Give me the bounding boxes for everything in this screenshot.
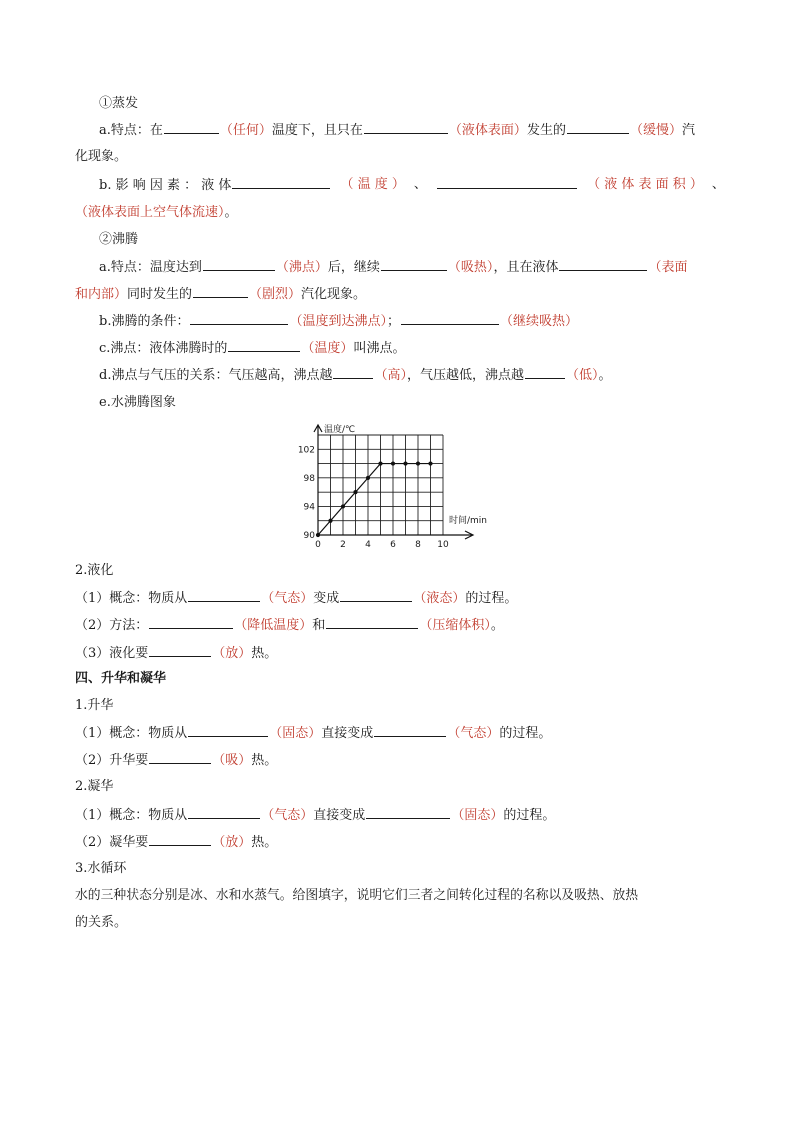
data-point bbox=[378, 461, 382, 465]
y-tick-label: 94 bbox=[303, 502, 315, 513]
answer-blank[interactable] bbox=[188, 723, 268, 737]
dep-answer-gas: （气态） bbox=[261, 808, 314, 823]
boiling-title bbox=[75, 230, 749, 250]
liq-p2-prefix: （2）方法： bbox=[75, 618, 149, 633]
evap-answer-surface: （液体表面） bbox=[448, 123, 527, 138]
evap-a-mid1: 温度下，且只在 bbox=[271, 123, 363, 138]
boil-b-prefix: b.沸腾的条件： bbox=[99, 314, 190, 329]
answer-blank[interactable] bbox=[525, 365, 565, 379]
liq-p2-end: 。 bbox=[490, 618, 504, 633]
y-tick-label: 90 bbox=[303, 531, 315, 541]
x-tick-label: 6 bbox=[390, 540, 396, 550]
x-tick-label: 0 bbox=[315, 540, 321, 550]
answer-blank[interactable] bbox=[559, 257, 647, 271]
data-point bbox=[328, 519, 332, 523]
x-tick-label: 10 bbox=[437, 540, 449, 550]
dep-title-text: 2.凝华 bbox=[75, 779, 114, 794]
evaporation-factors-line bbox=[75, 175, 725, 195]
evaporation-factors-continued bbox=[75, 203, 725, 223]
liq-p2-mid: 和 bbox=[312, 618, 326, 633]
answer-blank[interactable] bbox=[567, 120, 629, 134]
sub-answer-gas: （气态） bbox=[447, 726, 500, 741]
x-tick-label: 8 bbox=[415, 540, 421, 550]
evaporation-feature-line bbox=[75, 120, 749, 140]
water-cycle-text-line2 bbox=[75, 913, 725, 933]
boiling-graph-caption bbox=[75, 393, 749, 413]
answer-blank[interactable] bbox=[228, 338, 300, 352]
boil-c-end: 叫沸点。 bbox=[353, 341, 406, 356]
water-title-text: 3.水循环 bbox=[75, 861, 127, 876]
answer-blank[interactable] bbox=[340, 588, 412, 602]
evap-b-sep2: 、 bbox=[711, 177, 725, 192]
evap-a-cont: 化现象。 bbox=[75, 149, 128, 164]
liq-answer-gas: （气态） bbox=[261, 591, 314, 606]
answer-blank[interactable] bbox=[366, 805, 450, 819]
evaporation-title-text: ①蒸发 bbox=[99, 96, 139, 111]
liquefaction-method-line bbox=[75, 615, 725, 635]
liq-title-text: 2.液化 bbox=[75, 563, 114, 578]
evap-b-prefix: b. 影 响 因 素 ： 液 体 bbox=[99, 178, 232, 193]
data-point bbox=[391, 461, 395, 465]
evaporation-title bbox=[75, 94, 749, 114]
sub-p1-mid: 直接变成 bbox=[321, 726, 374, 741]
answer-blank[interactable] bbox=[149, 615, 233, 629]
deposition-title bbox=[75, 777, 725, 797]
answer-blank[interactable] bbox=[401, 311, 499, 325]
sublimation-concept-line bbox=[75, 723, 725, 743]
liq-answer-liquid: （液态） bbox=[413, 591, 466, 606]
answer-blank[interactable] bbox=[381, 257, 447, 271]
chart-grid bbox=[318, 435, 443, 535]
water-text2: 的关系。 bbox=[75, 915, 128, 930]
answer-blank[interactable] bbox=[203, 257, 275, 271]
sec4-title-text: 四、升华和凝华 bbox=[75, 671, 167, 686]
boiling-title-text: ②沸腾 bbox=[99, 232, 139, 247]
evap-b-sep: 、 bbox=[413, 177, 427, 192]
boil-a-prefix: a.特点：温度达到 bbox=[99, 260, 202, 275]
answer-blank[interactable] bbox=[232, 175, 330, 189]
liq-answer-release: （放） bbox=[212, 646, 252, 661]
liq-p1-end: 的过程。 bbox=[465, 591, 518, 606]
water-cycle-text-line1 bbox=[75, 886, 725, 906]
answer-blank[interactable] bbox=[326, 615, 418, 629]
evap-a-mid2: 发生的 bbox=[526, 123, 566, 138]
answer-blank[interactable] bbox=[374, 723, 446, 737]
boiling-feature-continued bbox=[75, 284, 725, 304]
boil-d-prefix: d.沸点与气压的关系：气压越高，沸点越 bbox=[99, 368, 333, 383]
y-tick-label: 102 bbox=[297, 445, 315, 456]
water-cycle-title bbox=[75, 859, 725, 879]
data-point bbox=[316, 533, 320, 537]
evap-answer-any: （任何） bbox=[219, 123, 272, 138]
x-tick-label: 2 bbox=[340, 540, 346, 550]
sub-answer-solid: （固态） bbox=[269, 726, 322, 741]
liquefaction-heat-line bbox=[75, 643, 725, 663]
answer-blank[interactable] bbox=[364, 120, 448, 134]
liquefaction-concept-line bbox=[75, 588, 725, 608]
liq-p1-prefix: （1）概念：物质从 bbox=[75, 591, 188, 606]
evap-a-tail: 汽 bbox=[681, 123, 695, 138]
boil-a-mid2: ，且在液体 bbox=[493, 260, 559, 275]
boil-answer-high: （高） bbox=[374, 368, 407, 383]
deposition-heat-line bbox=[75, 832, 725, 852]
boil-d-mid: ，气压越低，沸点越 bbox=[406, 368, 524, 383]
boiling-pressure-line bbox=[75, 365, 749, 385]
answer-blank[interactable] bbox=[437, 175, 577, 189]
chart-x-axis-label: 时间/min bbox=[449, 516, 488, 526]
answer-blank[interactable] bbox=[188, 805, 260, 819]
data-point bbox=[366, 476, 370, 480]
answer-blank[interactable] bbox=[149, 643, 211, 657]
boil-answer-inside: 和内部） bbox=[75, 287, 128, 302]
dep-p2-prefix: （2）凝华要 bbox=[75, 835, 149, 850]
section-four-heading bbox=[75, 669, 725, 689]
sub-p2-end: 热。 bbox=[251, 753, 278, 768]
boiling-conditions-line bbox=[75, 311, 749, 331]
boil-a-mid1: 后，继续 bbox=[327, 260, 380, 275]
dep-p1-prefix: （1）概念：物质从 bbox=[75, 808, 188, 823]
boil-answer-reach-bp: （温度到达沸点） bbox=[289, 314, 387, 329]
answer-blank[interactable] bbox=[333, 365, 373, 379]
boil-c-prefix: c.沸点：液体沸腾时的 bbox=[99, 341, 228, 356]
data-point bbox=[353, 490, 357, 494]
evap-answer-slow: （缓慢） bbox=[629, 123, 682, 138]
boiling-feature-line bbox=[75, 257, 749, 277]
sub-title-text: 1.升华 bbox=[75, 698, 114, 713]
evaporation-feature-continued bbox=[75, 147, 725, 167]
boil-answer-violent: （剧烈） bbox=[249, 287, 302, 302]
answer-blank[interactable] bbox=[149, 750, 211, 764]
evap-b-end: 。 bbox=[224, 205, 238, 220]
sub-p2-prefix: （2）升华要 bbox=[75, 753, 149, 768]
boil-answer-low: （低） bbox=[566, 368, 599, 383]
dep-answer-solid: （固态） bbox=[451, 808, 504, 823]
evap-a-prefix: a.特点：在 bbox=[99, 123, 163, 138]
liquefaction-title bbox=[75, 561, 725, 581]
boil-answer-boiling-point: （沸点） bbox=[275, 260, 328, 275]
dep-p2-end: 热。 bbox=[251, 835, 278, 850]
evap-answer-airflow: （液体表面上空气体流速） bbox=[75, 205, 225, 220]
answer-blank[interactable] bbox=[190, 311, 288, 325]
sub-p1-end: 的过程。 bbox=[499, 726, 552, 741]
dep-p1-end: 的过程。 bbox=[503, 808, 556, 823]
sub-p1-prefix: （1）概念：物质从 bbox=[75, 726, 188, 741]
water-boiling-graph bbox=[296, 420, 506, 555]
sub-answer-absorb: （吸） bbox=[212, 753, 252, 768]
dep-p1-mid: 直接变成 bbox=[313, 808, 366, 823]
boil-a-mid3: 同时发生的 bbox=[127, 287, 193, 302]
answer-blank[interactable] bbox=[188, 588, 260, 602]
data-point bbox=[403, 461, 407, 465]
answer-blank[interactable] bbox=[193, 284, 248, 298]
boil-d-end: 。 bbox=[598, 368, 612, 383]
data-point bbox=[416, 461, 420, 465]
y-tick-label: 98 bbox=[303, 473, 315, 484]
boil-answer-keep-absorbing: （继续吸热） bbox=[500, 314, 579, 329]
boil-answer-temp: （温度） bbox=[301, 341, 354, 356]
liq-answer-cool: （降低温度） bbox=[234, 618, 313, 633]
x-tick-label: 4 bbox=[365, 540, 371, 550]
boil-e-text: e.水沸腾图象 bbox=[99, 395, 176, 410]
chart-tick-labels bbox=[298, 445, 449, 550]
sublimation-heat-line bbox=[75, 750, 725, 770]
answer-blank[interactable] bbox=[149, 832, 211, 846]
liq-p1-mid: 变成 bbox=[313, 591, 340, 606]
boil-answer-absorb-heat: （吸热） bbox=[447, 260, 494, 275]
liq-p3-prefix: （3）液化要 bbox=[75, 646, 149, 661]
liq-p3-end: 热。 bbox=[251, 646, 278, 661]
water-text1: 水的三种状态分别是冰、水和水蒸气。给图填字，说明它们三者之间转化过程的名称以及吸热、放热 bbox=[75, 888, 639, 903]
evap-answer-area: （ 液 体 表 面 积 ） bbox=[587, 177, 703, 192]
answer-blank[interactable] bbox=[164, 120, 219, 134]
deposition-concept-line bbox=[75, 805, 725, 825]
chart-series bbox=[316, 461, 433, 537]
chart-y-axis-label: 温度/℃ bbox=[324, 425, 356, 435]
liq-answer-compress: （压缩体积） bbox=[419, 618, 491, 633]
data-point bbox=[341, 504, 345, 508]
data-point bbox=[428, 461, 432, 465]
boil-b-sep: ； bbox=[386, 314, 400, 329]
sublimation-title bbox=[75, 696, 725, 716]
boiling-point-line bbox=[75, 338, 749, 358]
boil-a-end: 汽化现象。 bbox=[301, 287, 367, 302]
dep-answer-release: （放） bbox=[212, 835, 252, 850]
temperature-line bbox=[318, 464, 431, 535]
boil-answer-surface: （表面 bbox=[648, 260, 688, 275]
evap-answer-temperature: （ 温 度 ） bbox=[340, 177, 405, 192]
